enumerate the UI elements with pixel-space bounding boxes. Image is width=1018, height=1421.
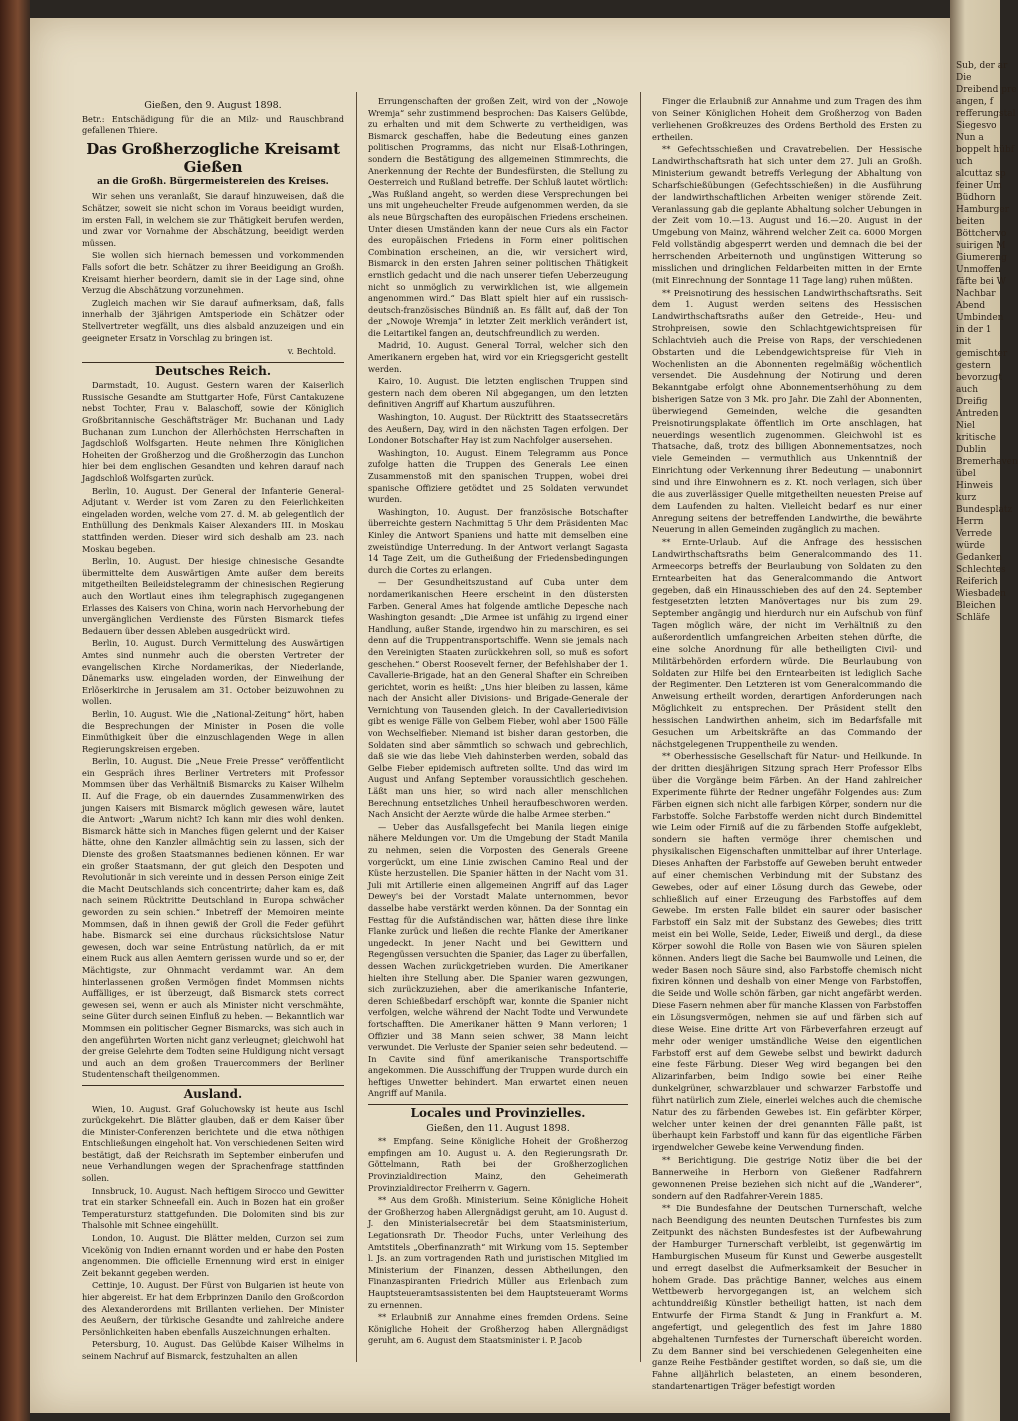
paragraph: Sie wollen sich hiernach bemessen und vorkommenden Falls sofort die betr. Schätzer zu ihrer Beeidigung an Großh. Kreisamt hierher beordern, damit sie in der Lage sind, ohne Verzug die Abschätzung vorzunehmen. [82,250,344,296]
section-heading: Deutsches Reich. [82,362,344,378]
subheadline: an die Großh. Bürgermeistereien des Kreises. [97,176,329,187]
paragraph: — Der Gesundheitszustand auf Cuba unter dem nordamerikanischen Heere erscheint in den düstersten Farben. General Ames hat folgende amtliche Depesche nach Washington gesandt: „Die Armee ist unfähig zu irgend einer Handlung, außer Stande, irgendwo hin zu marschiren, es sei denn auf die Truppentransportschiffe. Wenn sie jemals nach den Vereinigten Staaten zurückkehren soll, so muß es sofort geschehen.“ Oberst Roosevelt ferner, der Befehlshaber der 1. Cavallerie-Brigade, hat an den General Shafter ein Schreiben gerichtet, worin es heißt: „Uns hier bleiben zu lassen, käme nach der Ansicht aller Divisions- und Brigade-Generale der Vernichtung von Tausenden gleich. In der Cavalleriedivision gibt es wenige Fälle von Gelbem Fieber, wohl aber 1500 Fälle von Wechselfieber. Niemand ist bisher daran gestorben, die Soldaten sind aber sämmtlich so schwach und gebrechlich, daß sie wie das liebe Vieh dahinsterben werden, sobald das Gelbe Fieber epidemisch auftreten sollte. Und das wird im August und Anfang September voraussichtlich geschehen. Läßt man uns hier, so wird nach aller menschlichen Berechnung entsetzliches Unheil heraufbeschworen werden. Nach Ansicht der Aerzte würde die halbe Armee sterben.“ [368,577,628,820]
paragraph: Madrid, 10. August. General Torral, welcher sich den Amerikanern ergeben hat, wird vor ein Kriegsgericht gestellt werden. [368,340,628,374]
paragraph: Berlin, 10. August. Wie die „National-Zeitung“ hört, haben die Besprechungen der Minister in Posen die volle Einmüthigkeit über die einzuschlagenden Wege in allen Regierungskreisen ergeben. [82,708,344,754]
paragraph: London, 10. August. Die Blätter melden, Curzon sei zum Vicekönig von Indien ernannt worden und er habe den Posten angenommen. Die officielle Ernennung wird erst in einiger Zeit bekannt gegeben werden. [82,1233,344,1278]
paragraph: Berlin, 10. August. Der General der Infanterie General-Adjutant v. Werder ist vom Zaren zu den Feierlichkeiten eingeladen worden, welche vom 27. d. M. ab gelegentlich der Enthüllung des Denkmals Kaiser Alexanders III. in Moskau stattfinden werden. Dieser wird sich deshalb am 23. nach Moskau begeben. [82,485,344,554]
paragraph: Errungenschaften der großen Zeit, wird von der „Nowoje Wremja“ sehr zustimmend besprochen: Das Kaisers Gelübde, zu erhalten und mit dem Schwerte zu vertheidigen, was Bismarck geschaffen, habe die Bedeutung eines ganzen politischen Programms, das nicht nur Elsaß-Lothringen, sondern die Bestätigung des allgemeinen Stimmrechts, die Anerkennung der Rechte der Bundesfürsten, die Stellung zu Oesterreich und Rußland betreffe. Der Schluß lautet wörtlich: „Was Rußland angeht, so werden diese Versprechungen bei uns mit ungeheuchelter Freude aufgenommen werden, da sie als neue Bürgschaften des europäischen Friedens erscheinen. Unter diesen Umständen kann der neue Curs als ein Factor des europäischen Friedens in Form einer politischen Combination erscheinen, an die, wir versichert wird, Bismarck in den ersten Jahren seiner politischen Thätigkeit ernstlich gedacht und die nach unserer tiefen Ueberzeugung nicht so unmöglich zu verwirklichen ist, wie allgemein angenommen wird.“ Das Blatt spielt hier auf ein russisch-deutsch-französisches Bündniß an. Es fällt auf, daß der Ton der „Nowoje Wremja“ in letzter Zeit merklich verändert ist, die Leitartikel fangen an, deutschfreundlich zu werden. [368,96,628,338]
facing-page-edge [950,0,1018,1421]
column-3 [652,96,922,1394]
subject-line: Betr.: Entschädigung für die an Milz- und Rauschbrand gefallenen Thiere. [82,113,344,136]
paragraph: — Ueber das Ausfallsgefecht bei Manila liegen einige nähere Meldungen vor. Um die Umgebung der Stadt Manila zu nehmen, seien die Vorposten des Generals Greene vorgerückt, um eine Linie zwischen Camino Real und der Küste herzustellen. Die Spanier hätten in der Nacht vom 31. Juli mit Artillerie einen allgemeinen Angriff auf das Lager Dewey's bei der Vorstadt Malate unternommen, bevor dasselbe habe verstärkt werden können. Da der Sonntag ein Festtag für die Aufständischen war, hätten diese ihre linke Flanke zurück und ließen die rechte Flanke der Amerikaner ungedeckt. In jener Nacht und bei Gewittern und Regengüssen versuchten die Spanier, das Lager zu überfallen, dessen Wachen zurückgetrieben wurden. Die Amerikaner hielten ihre Stellung aber. Die Spanier waren gezwungen, sich zurückzuziehen, aber die amerikanische Infanterie, deren Schießbedarf erschöpft war, konnte die Spanier nicht verfolgen, welche während der Nacht Todte und Verwundete fortschafften. Die Amerikaner hätten 9 Mann verloren; 1 Offizier und 38 Mann seien schwer, 38 Mann leicht verwundet. Die Verluste der Spanier seien sehr bedeutend. — In Cavite sind fünf amerikanische Transportschiffe angekommen. Die Ausschiffung der Truppen wurde durch ein heftiges Unwetter behindert. Man erwartet einen neuen Angriff auf Manila. [368,821,628,1099]
paragraph: ** Oberhessische Gesellschaft für Natur- und Heilkunde. In der dritten diesjährigen Sitzung sprach Herr Professor Elbs über die Vorgänge beim Färben. An der Hand zahlreicher Experimente führte der Redner ungefähr Folgendes aus: Zum Färben eignen sich nicht alle farbigen Körper, sondern nur die Farbstoffe. Solche Farbstoffe werden nicht durch Bindemittel wie Leim oder Firniß auf die zu färbenden Stoffe aufgeklebt, sondern sie haften vermöge ihrer chemischen und physikalischen Eigenschaften unmittelbar auf ihrer Unterlage. Dieses Anhaften der Farbstoffe auf Geweben beruht entweder auf einer chemischen Verbindung mit der Substanz des Gewebes, oder auf einer Lösung durch das Gewebe, oder schließlich auf einer Erzeugung des Farbstoffes auf dem Gewebe. Im ersten Falle bildet ein saurer oder basischer Farbstoff ein Salz mit der Substanz des Gewebes; dies tritt meist ein bei Wolle, Seide, Leder, Eiweiß und dergl., da diese Körper sowohl die Rolle von Basen wie von Säuren spielen können. Anders liegt die Sache bei Baumwolle und Leinen, die weder Basen noch Säure sind, also Farbstoffe chemisch nicht fixiren können und deshalb von einer Menge von Farbstoffen, die Seide und Wolle schön färben, gar nicht angefärbt werden. Diese Fasern nehmen aber für manche Klassen von Farbstoffen ein Lösungsvermögen, nehmen sie auf und färben sich auf diese Weise. Eine dritte Art von Färbeverfahren erzeugt auf mehr oder weniger umständliche Weise den eigentlichen Farbstoff erst auf dem Gewebe selbst und bewirkt dadurch eine feste Färbung. Dieser Weg wird begangen bei den Alizarinfarben, beim Indigo sowie bei einer Reihe dunkelgrüner, schwarzblauer und schwarzer Farbstoffe und führt natürlich zum Ziele, einerlei welches auch die chemische Natur des zu färbenden Gewebes ist. Ein gefärbter Körper, welcher unter keinen der drei genannten Fälle paßt, ist überhaupt kein Farbstoff und kann für das eigentliche Färben irgendwelcher Gewebe keine Verwendung finden. [652,751,922,1153]
paragraph: Zugleich machen wir Sie darauf aufmerksam, daß, falls innerhalb der 3jährigen Amtsperiode ein Schätzer oder Stellvertreter wegfällt, uns dies alsbald anzuzeigen und ein geeigneter Ersatz in Vorschlag zu bringen ist. [82,297,344,343]
paragraph: Berlin, 10. August. Durch Vermittelung des Auswärtigen Amtes sind nunmehr auch die obersten Vertreter der evangelischen Kirche Nordamerikas, der Niederlande, Dänemarks usw. eingeladen worden, der Einweihung der Erlöserkirche in Jerusalem am 31. October beizuwohnen zu wollen. [82,638,344,707]
paragraph: Berlin, 10. August. Die „Neue Freie Presse“ veröffentlicht ein Gespräch ihres Berliner Vertreters mit Professor Mommsen über das Verhältniß Bismarcks zu Kaiser Wilhelm II. Auf die Frage, ob ein dauerndes Zusammenwirken des jungen Kaisers mit Bismarck möglich gewesen wäre, lautet die Antwort: „Warum nicht? Ich kann mir dies wohl denken. Bismarck hätte sich in Manches fügen gelernt und der Kaiser hätte, ohne den Kanzler allmächtig sein zu lassen, sich der Dienste des großen Staatsmannes bedienen können. Er war ein großer Staatsmann, der gut gleich den Despoten und Revolutionär in sich vereinte und in dessen Person einige Zeit die Macht Deutschlands sich concentrirte; daher kam es, daß nach seinem Rücktritte Deutschland in Europa schwächer geworden zu sein schien.“ Inbetreff der Memoiren meinte Mommsen, daß in ihnen gewiß der Groll die Feder geführt habe. Bismarck sei eine durchaus rücksichtslose Natur gewesen, doch war seine Entrüstung natürlich, da er mit einem Ruck aus allen Aemtern gerissen wurde und so er, der Mächtigste, zur Ohnmacht verdammt war. An dem hinterlassenen großen Vermögen findet Mommsen nichts Auffälliges, er ist überzeugt, daß Bismarck stets correct gewesen sei, wenn er auch als Minister nicht verschmähte, seine Güter durch seinen Einfluß zu heben. — Bekanntlich war Mommsen ein politischer Gegner Bismarcks, was sich auch in den angeführten Worten nicht ganz verleugnet; gleichwohl hat der greise Gelehrte dem Todten seine Huldigung nicht versagt und auch an dem großen Trauercommers der Berliner Studentenschaft theilgenommen. [82,756,344,1080]
section-heading: Ausland. [82,1085,344,1101]
paragraph: ** Empfang. Seine Königliche Hoheit der Großherzog empfingen am 10. August u. A. den Regierungsrath Dr. Göttelmann, Rath bei der Großherzoglichen Provinzialdirection Mainz, den Geheimerath Provinzialdirector Freiherrn v. Gagern. [368,1136,628,1193]
paragraph: Darmstadt, 10. August. Gestern waren der Kaiserlich Russische Gesandte am Stuttgarter Hofe, Fürst Cantakuzene nebst Tochter, Frau v. Balaschoff, sowie der Königlich Großbritannische Geschäftsträger Mr. Buchanan und Lady Buchanan zum Lunchon der Allerhöchsten Herrschaften in Jagdschloß Wolfsgarten. Heute nehmen Ihre Königlichen Hoheiten der Großherzog und die Großherzogin das Lunchon hier bei dem englischen Gesandten und kehren darauf nach Jagdschloß Wolfsgarten zurück. [82,380,344,484]
paragraph: Innsbruck, 10. August. Nach heftigem Sirocco und Gewitter trat ein starker Schneefall ein. Auch in Bozen hat ein großer Temperatursturz stattgefunden. Die Dolomiten sind bis zur Thalsohle mit Schnee eingehüllt. [82,1185,344,1231]
column-1 [82,100,344,1364]
paragraph: Wien, 10. August. Graf Goluchowsky ist heute aus Ischl zurückgekehrt. Die Blätter glauben, daß er dem Kaiser über die Minister-Conferenzen berichtete und die etwa nöthigen Entschließungen eingeholt hat. Von verschiedenen Seiten wird bestätigt, daß der Reichsrath im September einberufen und neue Verhandlungen wegen der Sprachenfrage stattfinden sollen. [82,1103,344,1184]
paragraph: Kairo, 10. August. Die letzten englischen Truppen sind gestern nach dem oberen Nil abgegangen, um den letzten definitiven Angriff auf Khartum auszuführen. [368,376,628,410]
paragraph: ** Aus dem Großh. Ministerium. Seine Königliche Hoheit der Großherzog haben Allergnädigst geruht, am 10. August d. J. den Ministerialsecretär bei dem Staatsministerium, Legationsrath Dr. Theodor Fuchs, unter Verleihung des Amtstitels „Oberfinanzrath“ mit Wirkung vom 15. September l. Js. an zum vortragenden Rath und juristischen Mitglied im Ministerium der Finanzen, dessen Abtheilungen, den Finanzaspiranten Friedrich Müller aus Erlenbach zum Hauptsteueramtsassistenten bei dem Hauptsteueramt Worms zu ernennen. [368,1195,628,1310]
facing-page-text: Sub, der ar Die Dreibend pre angen, f refferungstal Siegesvo Nun a boppelt hübf uch alcuttaz sp feiner Um Büdhorn Hamburger beiten Böttchervo suirigen M Giumereng Unmoffen fäfte bei W Nachbar Abend Umbinden in der 1 mit gemischter gestern bevorzugt auch Dreifig Antreden Niel kritische Dublin Bremerhaven übel Hinweis kurz Bundesplatz Herrn Verrede würde Gedanken Schlechtes Reiferich Wiesbaden Bleichen Schläfe [956,61,1018,623]
book-spine [0,0,30,1421]
paragraph: Washington, 10. August. Der französische Botschafter überreichte gestern Nachmittag 5 Uhr dem Präsidenten Mac Kinley die Antwort Spaniens und hatte mit demselben eine zweistündige Unterredung. In der Antwort verlangt Sagasta 14 Tage Zeit, um die Gutheißung der Friedensbedingungen durch die Cortes zu erlangen. [368,506,628,575]
dateline: Gießen, den 11. August 1898. [426,1122,570,1134]
paragraph: Finger die Erlaubniß zur Annahme und zum Tragen des ihm von Seiner Königlichen Hoheit dem Großherzog von Baden verliehenen Großkreuzes des Ordens Berthold des Ersten zu ertheilen. [652,96,922,142]
paragraph: Washington, 10. August. Einem Telegramm aus Ponce zufolge hatten die Truppen des Generals Lee einen Zusammenstoß mit den spanischen Truppen, wobei drei spanische Offiziere getödtet und 25 Soldaten verwundet wurden. [368,447,628,505]
paragraph: ** Gefechtsschießen und Cravatrebelien. Der Hessische Landwirthschaftsrath hat sich unter dem 27. Juli an Großh. Ministerium gewandt betreffs Verlegung der Abhaltung von Scharfschießübungen (Gefechtsschießen) in die Ausführung der landwirthschaftlichen Arbeiten weniger störende Zeit. Veranlassung gab die geplante Abhaltung solcher Uebungen in der Zeit vom 10.—13. August und 16.—20. August in der Umgebung von Mainz, während welcher Zeit ca. 6000 Morgen Feld vollständig abgesperrt werden und demnach die bei der herrschenden Arbeiternoth und ungünstigen Witterung so misslichen und dringlichen Feldarbeiten mitten in der Ernte (mit Einrechnung der Sonntage 11 Tage lang) ruhen müßten. [652,144,922,285]
paragraph: Washington, 10. August. Der Rücktritt des Staatssecretärs des Aeußern, Day, wird in den nächsten Tagen erfolgen. Der Londoner Botschafter Hay ist zum Nachfolger ausersehen. [368,412,628,446]
column-rule [356,92,357,1362]
paragraph: Wir sehen uns veranlaßt, Sie darauf hinzuweisen, daß die Schätzer, soweit sie nicht schon im Voraus beeidigt wurden, im ersten Fall, in welchem sie zur Thätigkeit berufen werden, und zwar vor Vornahme der Abschätzung, beeidigt werden müssen. [82,191,344,248]
paragraph: ** Ernte-Urlaub. Auf die Anfrage des hessischen Landwirthschaftsraths beim Generalcommando des 11. Armeecorps betreffs der Beurlaubung von Soldaten zu den Erntearbeiten hat das Generalcommando die Antwort gegeben, daß ein Hinausschieben des auf den 24. September festgesetzten letzten Manövertages nur bis zum 29. September angängig und hierdurch nur ein Aufschub von fünf Tagen möglich wäre, der nicht im Verhältniß zu den außerordentlich umfangreichen Arbeiten stehen dürfte, die eine solche Anordnung für alle betheiligten Civil- und Militärbehörden erfordern würde. Die Beurlaubung von Soldaten zur Hilfe bei den Erntearbeiten ist lediglich Sache der Regimenter. Den Letzteren ist vom Generalcommando die Anweisung ertheilt worden, derartigen Anforderungen nach Möglichkeit zu entsprechen. Der Präsident stellt den hessischen Landwirthen anheim, sich im Bedarfsfalle mit Gesuchen um Arbeitskräfte an das Commando der nächstgelegenen Truppentheile zu wenden. [652,537,922,749]
headline: Das Großherzogliche Kreisamt Gießen [86,139,340,176]
dateline: Gießen, den 9. August 1898. [144,100,282,111]
paragraph: Petersburg, 10. August. Das Gelübde Kaiser Wilhelms in seinem Nachruf auf Bismarck, festzuhalten an allen [82,1339,344,1361]
signature: v. Bechtold. [287,346,336,357]
paragraph: ** Berichtigung. Die gestrige Notiz über die bei der Bannerweihe in Herborn von Gießener Radfahrern gewonnenen Preise beziehen sich nicht auf die „Wanderer“, sondern auf den Radfahrer-Verein 1885. [652,1155,922,1201]
column-rule [640,92,641,1362]
paragraph: ** Die Bundesfahne der Deutschen Turnerschaft, welche nach Beendigung des neunten Deutschen Turnfestes bis zum Zeitpunkt des nächsten Bundesfestes ist der Aufbewahrung der Hamburger Turnerschaft verbleibt, ist gegenwärtig im Hamburgischen Museum für Kunst und Gewerbe ausgestellt und erregt daselbst die Aufmerksamkeit der Besucher in hohem Grade. Das prächtige Banner, welches aus einem Wettbewerb hervorgegangen ist, an welchem sich achtunddreißig Künstler betheiligt hatten, ist nach dem Entwurfe der Firma Standt & Jung in Frankfurt a. M. angefertigt, und gelegentlich des fest im Jahre 1880 abgehaltenen Turnfestes der Turnerschaft übereicht worden. Zu dem Banner sind bei verschiedenen Gelegenheiten eine ganze Reihe Festbänder gestiftet worden, so daß sie, um die Fahne alljährlich belasteten, an einem besonderen, standartenartigen Träger befestigt worden [652,1203,922,1392]
section-heading: Locales und Provinzielles. [368,1104,628,1120]
paragraph: ** Erlaubniß zur Annahme eines fremden Ordens. Seine Königliche Hoheit der Großherzog haben Allergnädigst geruht, am 6. August dem Staatsminister i. P. Jacob [368,1312,628,1346]
column-2 [368,96,628,1348]
paragraph: Berlin, 10. August. Der hiesige chinesische Gesandte übermittelte dem Auswärtigen Amte außer dem bereits mitgetheilten Beileidstelegramm der chinesischen Regierung auch den Wortlaut eines ihm telegraphisch zugegangenen Erlasses des Kaisers von China, worin nach Hervorhebung der unvergänglichen Verdienste des Fürsten Bismarck tiefes Bedauern über dessen Ableben ausgedrückt wird. [82,556,344,636]
paragraph: Cettinje, 10. August. Der Fürst von Bulgarien ist heute von hier abgereist. Er hat dem Erbprinzen Danilo den Großcordon des Alexanderordens mit Brillanten verliehen. Der Minister des Aeußern, der türkische Gesandte und zahlreiche andere Persönlichkeiten haben ebenfalls Auszeichnungen erhalten. [82,1280,344,1337]
paragraph: ** Preisnotirung des hessischen Landwirthschaftsraths. Seit dem 1. August werden seitens des Hessischen Landwirthschaftsraths außer den Getreide-, Heu- und Strohpreisen, sowie den Schlachtgewichtspreisen für Schlachtvieh auch die Preise von Raps, der verschiedenen Obstarten und die Lebendgewichtspreise für Vieh in Wochenlisten an die Abonnenten regelmäßig wöchentlich versendet. Die Ausdehnung der Notirung und deren Bekanntgabe erfolgt ohne Abonnementserhöhung zu dem bisherigen Satze von 3 Mk. pro Jahr. Die Zahl der Abonnenten, überwiegend Gemeinden, welche die gesandten Preisnotirungsplakate öffentlich im Orte anschlagen, hat neuerdings wesentlich zugenommen. Gleichwohl ist es Thatsache, daß, trotz des billigen Abonnementsatzes, noch viele Gemeinden — vermuthlich aus Unkenntniß der Einrichtung oder Verkennung ihrer Bedeutung — unabonnirt sind und ihre Einwohnern es z. Kt. noch verlagen, sich über die aus zuverlässiger Quelle mitgetheilten neuesten Preise auf dem Laufenden zu halten. Vielleicht bedarf es nur einer Anregung seitens der betreffenden Landwirthe, die bewährte Neuerung in allen Gemeinden zugänglich zu machen. [652,287,922,535]
